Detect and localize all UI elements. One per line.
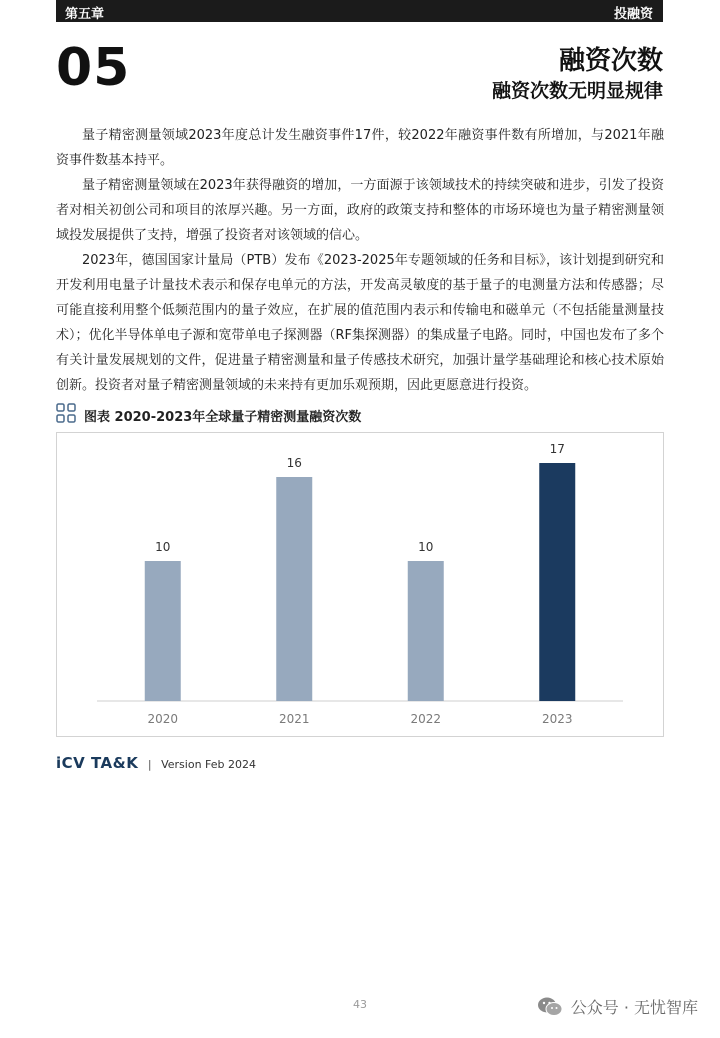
- bar-2022: [408, 561, 444, 701]
- section-title-block: [492, 44, 663, 104]
- x-tick-label-2020: 2020: [147, 712, 179, 726]
- footer-separator: |: [147, 758, 152, 771]
- figure-caption-text: 图表 2020-2023年全球量子精密测量融资次数: [84, 410, 362, 425]
- data-label-2020: 10: [155, 540, 171, 554]
- x-tick-label-2021: 2021: [278, 712, 310, 726]
- bar-2023: [539, 463, 575, 701]
- body-text: [56, 123, 664, 398]
- data-label-2022: 10: [418, 540, 434, 554]
- version-label: Version Feb 2024: [161, 758, 257, 771]
- page-subtitle: 融资次数无明显规律: [491, 80, 663, 102]
- paragraph-3: 2023年，德国国家计量局（PTB）发布《2023-2025年专题领域的任务和目标》，该计划提到研究和开发利用电量子计量技术表示和保存电单元的方法，开发高灵敏度的基于量子的电测量方法和传感器；尽可能直接利用整个低频范围内的量子效应，在扩展的值范围内表示和传输电和磁单元（不包括能量测量技术）；优化半导体单电子源和宽带单电子探测器（RF集探测器）的集成量子电路。同时，中国也发布了多个有关计量发展规划的文件，促进量子精密测量和量子传感技术研究，加强计量学基础理论和核心技术原始创新。投资者对量子精密测量领域的未来持有更加乐观预期，因此更愿意进行投资。: [56, 253, 665, 393]
- x-tick-label-2022: 2022: [410, 712, 442, 726]
- footer-brand: [56, 754, 256, 774]
- paragraph-2: 量子精密测量领域在2023年获得融资的增加，一方面源于该领域技术的持续突破和进步，引发了投资者对相关初创公司和项目的浓厚兴趣。另一方面，政府的政策支持和整体的市场环境也为量子精密测量领域投发展提供了支持，增强了投资者对该领域的信心。: [56, 178, 664, 243]
- bar-2020: [145, 561, 181, 701]
- brand-logo: iCV TA&K: [56, 754, 139, 772]
- top-header-bar: [56, 0, 663, 22]
- watermark: [537, 995, 698, 1018]
- bar-chart: [56, 432, 664, 737]
- page-number: 43: [353, 998, 367, 1011]
- page-title: 融资次数: [558, 46, 663, 76]
- wechat-icon: [537, 996, 563, 1018]
- chapter-label: 第五章: [65, 7, 105, 22]
- section-label: 投融资: [613, 7, 653, 22]
- data-label-2023: 17: [549, 442, 565, 456]
- x-tick-label-2023: 2023: [541, 712, 573, 726]
- bar-2021: [276, 477, 312, 701]
- grid-squares-icon: [56, 403, 76, 423]
- bar-chart-svg: [57, 433, 663, 736]
- figure-caption: [56, 403, 664, 427]
- watermark-text: 公众号 · 无忧智库: [570, 998, 698, 1017]
- paragraph-1: 量子精密测量领域2023年度总计发生融资事件17件，较2022年融资事件数有所增加，与2021年融资事件数基本持平。: [56, 128, 664, 168]
- chapter-number: 05: [56, 38, 131, 98]
- data-label-2021: 16: [286, 456, 302, 470]
